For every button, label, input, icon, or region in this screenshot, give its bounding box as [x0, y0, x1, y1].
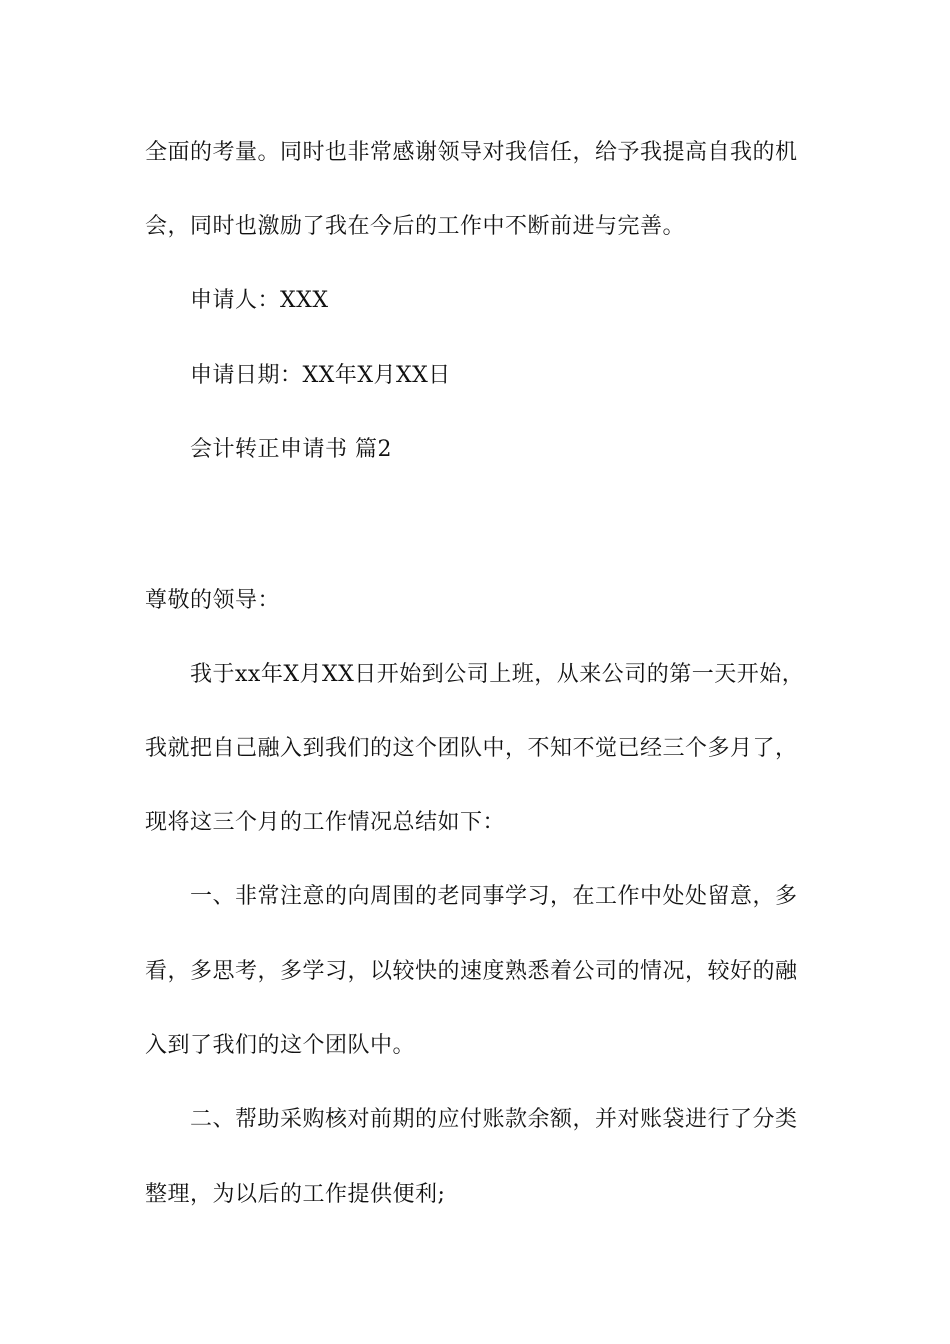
- paragraph-line: 我于xx年X月XX日开始到公司上班，从来公司的第一天开始，: [190, 662, 805, 687]
- paragraph-line: 一、非常注意的向周围的老同事学习，在工作中处处留意，多: [190, 884, 798, 909]
- section-heading: 会计转正申请书 篇2: [190, 437, 392, 462]
- paragraph-line: 全面的考量。同时也非常感谢领导对我信任，给予我提高自我的机: [145, 140, 798, 165]
- applicant-line: 申请人：XXX: [190, 288, 329, 313]
- paragraph-line: 整理，为以后的工作提供便利;: [145, 1182, 446, 1207]
- paragraph-line: 我就把自己融入到我们的这个团队中，不知不觉已经三个多月了，: [145, 736, 798, 761]
- paragraph-line: 现将这三个月的工作情况总结如下：: [145, 810, 506, 835]
- paragraph-line: 会，同时也激励了我在今后的工作中不断前进与完善。: [145, 214, 686, 239]
- paragraph-line: 入到了我们的这个团队中。: [145, 1033, 416, 1058]
- application-date-line: 申请日期：XX年X月XX日: [190, 363, 451, 388]
- salutation: 尊敬的领导：: [145, 588, 281, 613]
- paragraph-line: 二、帮助采购核对前期的应付账款余额，并对账袋进行了分类: [190, 1107, 798, 1132]
- paragraph-line: 看，多思考，多学习，以较快的速度熟悉着公司的情况，较好的融: [145, 959, 798, 984]
